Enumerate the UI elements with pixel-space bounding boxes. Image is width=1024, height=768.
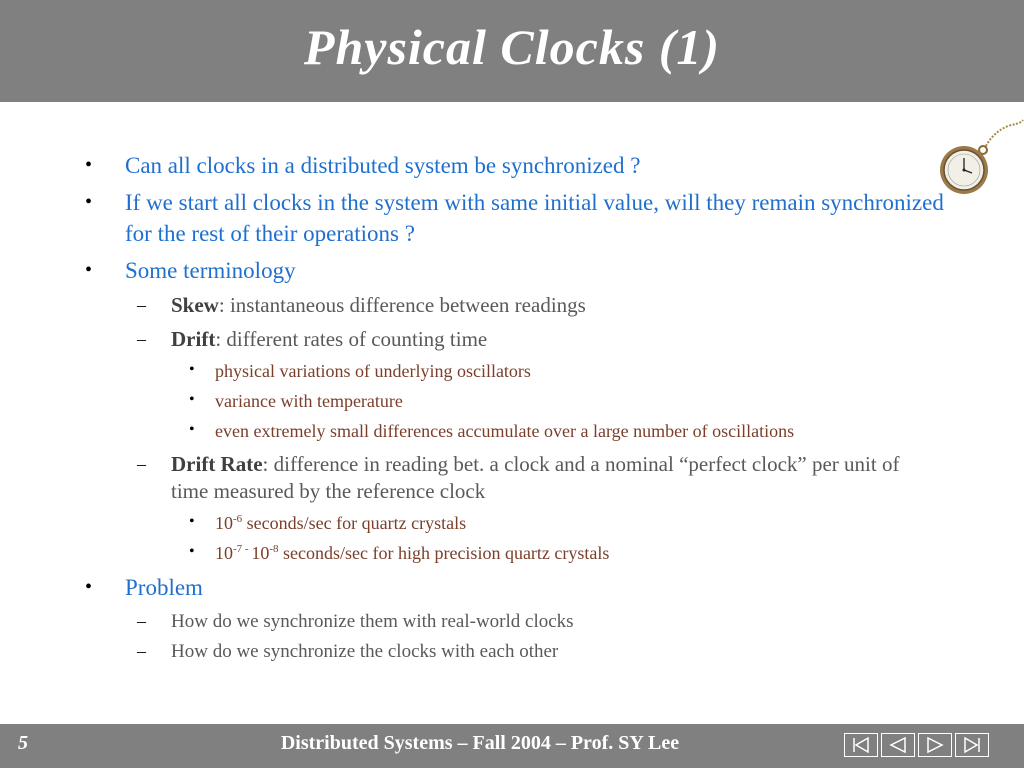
prev-slide-button[interactable]: [881, 733, 915, 757]
bullet-item: • Can all clocks in a distributed system be synchronized ?: [85, 153, 641, 178]
term-skew: Skew: [171, 293, 219, 317]
footer-bar: [0, 724, 1024, 768]
bullet-item: • Some terminology: [85, 258, 296, 283]
sub-bullet-item: – How do we synchronize them with real-world clocks: [137, 611, 574, 632]
footer-text: Distributed Systems – Fall 2004 – Prof. SY Lee: [280, 732, 680, 754]
bullet-item: • Problem: [85, 575, 203, 600]
sub-bullet-item: – How do we synchronize the clocks with each other: [137, 641, 559, 662]
prev-icon: [887, 736, 909, 754]
next-icon: [924, 736, 946, 754]
bullet-item: • If we start all clocks in the system with same initial value, will they remain synchronized for the rest of their operations ?: [85, 190, 944, 246]
term-drift-rate: Drift Rate: [171, 452, 263, 476]
slide-title: Physical Clocks (1): [303, 19, 721, 75]
sub-bullet-item: – Skew: instantaneous difference between readings: [137, 293, 586, 317]
last-slide-button[interactable]: [955, 733, 989, 757]
next-slide-button[interactable]: [918, 733, 952, 757]
term-drift: Drift: [171, 327, 216, 351]
sub-sub-bullet-item: • $10^{-7 -}$ $10^{-8}$ seconds/sec for high precision quartz crystals: [189, 543, 610, 563]
last-icon: [961, 736, 983, 754]
first-icon: [850, 736, 872, 754]
sub-sub-bullet-item: • variance with temperature: [189, 391, 403, 411]
first-slide-button[interactable]: [844, 733, 878, 757]
slide-nav: [844, 733, 989, 757]
sub-sub-bullet-item: • even extremely small differences accumulate over a large number of oscillations: [189, 421, 795, 441]
sub-sub-bullet-item: • $10^{-6}$ seconds/sec for quartz crystals: [189, 513, 467, 533]
sub-bullet-item: – Drift: different rates of counting time: [137, 327, 488, 351]
page-number: 5: [18, 732, 28, 754]
sub-bullet-item: – Drift Rate: difference in reading bet. a clock and a nominal “perfect clock” per unit of time measured by the reference clock: [137, 452, 900, 503]
sub-sub-bullet-item: • physical variations of underlying oscillators: [189, 361, 531, 381]
